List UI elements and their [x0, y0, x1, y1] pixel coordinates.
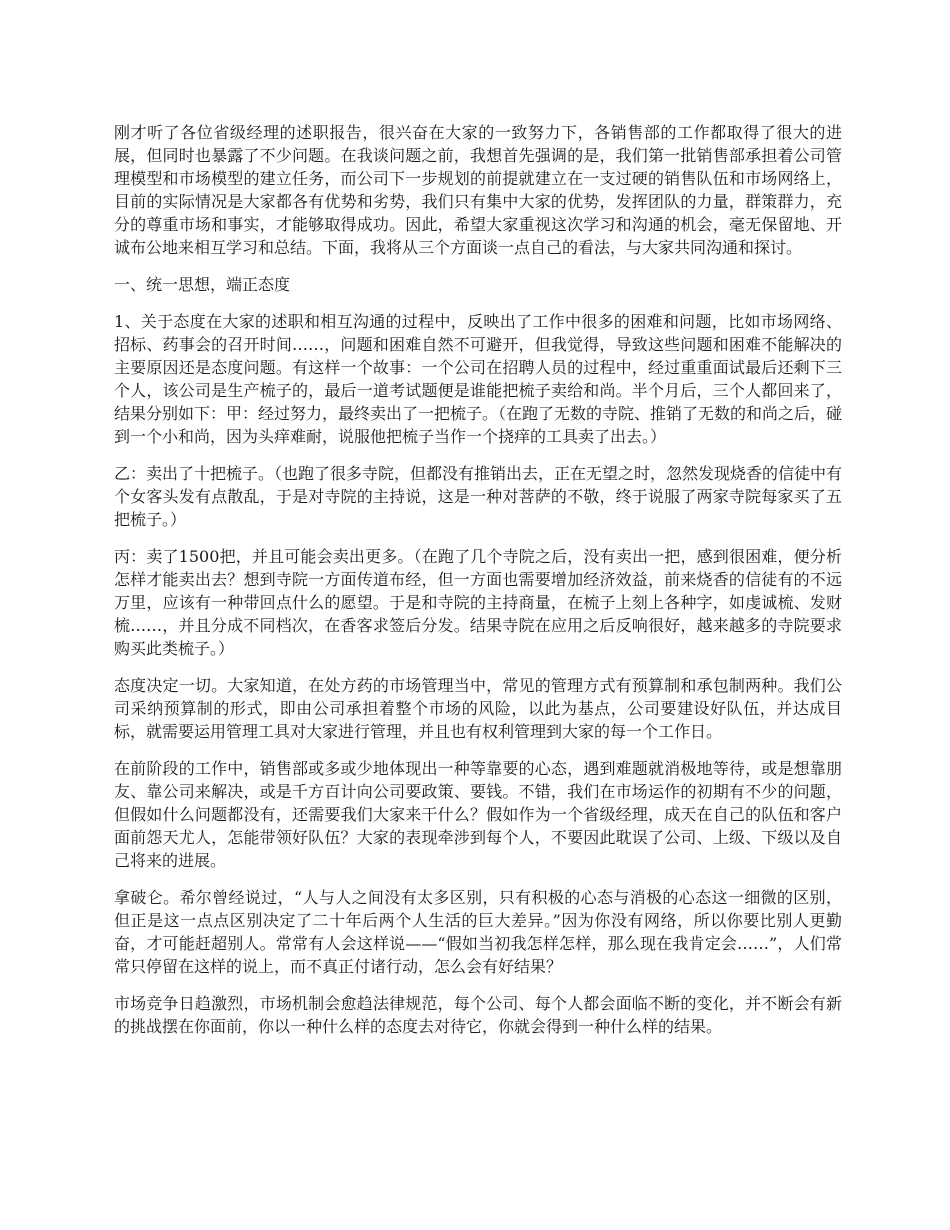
story-b-paragraph: 乙：卖出了十把梳子。（也跑了很多寺院，但都没有推销出去，正在无望之时，忽然发现烧香的信徒中有个女客头发有点散乱，于是对寺院的主持说，这是一种对菩萨的不敬，终于说服了两家寺院每家买了五把梳子。） [114, 464, 843, 529]
intro-paragraph: 刚才听了各位省级经理的述职报告，很兴奋在大家的一致努力下，各销售部的工作都取得了很大的进展，但同时也暴露了不少问题。在我谈问题之前，我想首先强调的是，我们第一批销售部承担着公司管理模型和市场模型的建立任务，而公司下一步规划的前提就建立在一支过硬的销售队伍和市场网络上，目前的实际情况是大家都各有优势和劣势，我们只有集中大家的优势，发挥团队的力量，群策群力，充分的尊重市场和事实，才能够取得成功。因此，希望大家重视这次学习和沟通的机会，毫无保留地、开诚布公地来相互学习和总结。下面，我将从三个方面谈一点自己的看法，与大家共同沟通和探讨。 [114, 123, 842, 257]
document-page [114, 121, 842, 1052]
section-heading: 一、统一思想，端正态度 [114, 275, 291, 294]
competition-paragraph: 市场竞争日趋激烈，市场机制会愈趋法律规范，每个公司、每个人都会面临不断的变化，并不断会有新的挑战摆在你面前，你以一种什么样的态度去对待它，你就会得到一种什么样的结果。 [114, 994, 842, 1036]
napoleon-quote-paragraph: 拿破仑。希尔曾经说过，“人与人之间没有太多区别，只有积极的心态与消极的心态这一细微的区别，但正是这一点点区别决定了二十年后两个人生活的巨大差异。”因为你没有网络，所以你要比别人更勤奋，才可能赶超别人。常常有人会这样说——“假如当初我怎样怎样，那么现在我肯定会……”，人们常常只停留在这样的说上，而不真正付诸行动，怎么会有好结果？ [114, 888, 842, 976]
story-c-paragraph: 丙：卖了1500把，并且可能会卖出更多。（在跑了几个寺院之后，没有卖出一把，感到很困难，便分析怎样才能卖出去？想到寺院一方面传道布经，但一方面也需要增加经济效益，前来烧香的信徒有的不远万里，应该有一种带回点什么的愿望。于是和寺院的主持商量，在梳子上刻上各种字，如虔诚梳、发财梳……，并且分成不同档次，在香客求签后分发。结果寺院在应用之后反响很好，越来越多的寺院要求购买此类梳子。） [114, 547, 842, 658]
previous-stage-paragraph: 在前阶段的工作中，销售部或多或少地体现出一种等靠要的心态，遇到难题就消极地等待，或是想靠朋友、靠公司来解决，或是千方百计向公司要政策、要钱。不错，我们在市场运作的初期有不少的问题，但假如什么问题都没有，还需要我们大家来干什么？假如作为一个省级经理，成天在自己的队伍和客户面前怨天尤人，怎能带领好队伍？大家的表现牵涉到每个人，不要因此耽误了公司、上级、下级以及自己将来的进展。 [114, 759, 842, 870]
attitude-paragraph: 1、关于态度在大家的述职和相互沟通的过程中，反映出了工作中很多的困难和问题，比如市场网络、招标、药事会的召开时间……，问题和困难自然不可避开，但我觉得，导致这些问题和困难不能解决的主要原因还是态度问题。有这样一个故事：一个公司在招聘人员的过程中，经过重重面试最后还剩下三个人，该公司是生产梳子的，最后一道考试题便是谁能把梳子卖给和尚。半个月后，三个人都回来了，结果分别如下：甲：经过努力，最终卖出了一把梳子。（在跑了无数的寺院、推销了无数的和尚之后，碰到一个小和尚，因为头痒难耐，说服他把梳子当作一个挠痒的工具卖了出去。） [114, 312, 843, 446]
attitude-decides-paragraph: 态度决定一切。大家知道，在处方药的市场管理当中，常见的管理方式有预算制和承包制两种。我们公司采纳预算制的形式，即由公司承担着整个市场的风险，以此为基点，公司要建设好队伍，并达成目标，就需要运用管理工具对大家进行管理，并且也有权利管理到大家的每一个工作日。 [114, 676, 842, 741]
